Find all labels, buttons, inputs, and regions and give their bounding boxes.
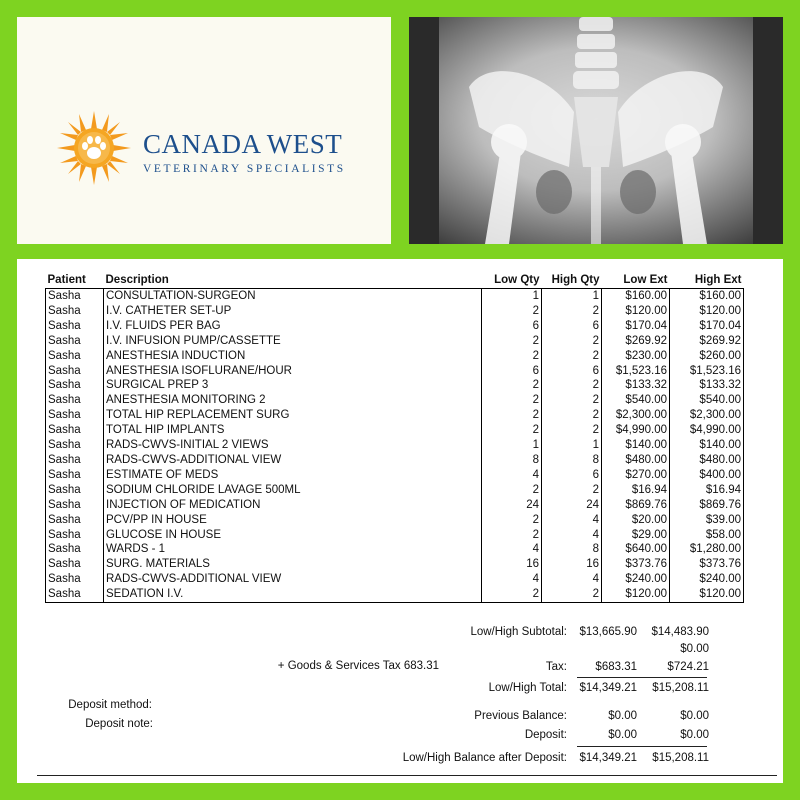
total-high: $15,208.11 xyxy=(652,682,709,694)
cell-high-qty: 8 xyxy=(542,542,602,557)
cell-low-ext: $270.00 xyxy=(602,468,670,483)
cell-patient: Sasha xyxy=(46,393,104,408)
cell-high-qty: 8 xyxy=(542,453,602,468)
table-row xyxy=(46,483,744,498)
cell-low-ext: $133.32 xyxy=(602,378,670,393)
cell-description: I.V. FLUIDS PER BAG xyxy=(104,319,482,334)
table-row xyxy=(46,468,744,483)
subtotal-high: $14,483.90 xyxy=(651,626,709,638)
cell-patient: Sasha xyxy=(46,364,104,379)
cell-low-qty: 2 xyxy=(482,587,542,602)
table-row xyxy=(46,319,744,334)
cell-description: I.V. INFUSION PUMP/CASSETTE xyxy=(104,334,482,349)
cell-high-ext: $540.00 xyxy=(670,393,744,408)
table-row xyxy=(46,289,744,304)
deposit-low: $0.00 xyxy=(608,729,637,741)
cell-high-qty: 6 xyxy=(542,364,602,379)
cell-low-qty: 6 xyxy=(482,319,542,334)
deposit-note-label: Deposit note: xyxy=(85,718,153,730)
cell-high-qty: 6 xyxy=(542,319,602,334)
cell-low-qty: 2 xyxy=(482,349,542,364)
cell-high-ext: $120.00 xyxy=(670,587,744,602)
cell-low-qty: 2 xyxy=(482,513,542,528)
cell-description: ANESTHESIA ISOFLURANE/HOUR xyxy=(104,364,482,379)
xray-image xyxy=(409,17,783,244)
table-row xyxy=(46,572,744,587)
table-row xyxy=(46,542,744,557)
deposit-high: $0.00 xyxy=(680,729,709,741)
extra-high: $0.00 xyxy=(680,643,709,655)
tax-label: Tax: xyxy=(545,661,567,673)
cell-low-qty: 2 xyxy=(482,393,542,408)
cell-low-ext: $230.00 xyxy=(602,349,670,364)
cell-description: INJECTION OF MEDICATION xyxy=(104,498,482,513)
cell-patient: Sasha xyxy=(46,572,104,587)
cell-low-ext: $373.76 xyxy=(602,557,670,572)
balance-rule xyxy=(577,746,707,747)
cell-high-ext: $1,280.00 xyxy=(670,542,744,557)
cell-low-ext: $269.92 xyxy=(602,334,670,349)
cell-patient: Sasha xyxy=(46,483,104,498)
cell-low-qty: 1 xyxy=(482,438,542,453)
cell-patient: Sasha xyxy=(46,513,104,528)
cell-description: ANESTHESIA MONITORING 2 xyxy=(104,393,482,408)
table-row xyxy=(46,408,744,423)
cell-high-ext: $480.00 xyxy=(670,453,744,468)
cell-high-ext: $2,300.00 xyxy=(670,408,744,423)
cell-description: SURG. MATERIALS xyxy=(104,557,482,572)
cell-patient: Sasha xyxy=(46,453,104,468)
cell-patient: Sasha xyxy=(46,334,104,349)
cell-high-qty: 1 xyxy=(542,438,602,453)
cell-low-ext: $16.94 xyxy=(602,483,670,498)
balance-after-deposit-high: $15,208.11 xyxy=(652,752,709,764)
table-row xyxy=(46,393,744,408)
cell-low-qty: 2 xyxy=(482,423,542,438)
table-row xyxy=(46,587,744,602)
cell-low-qty: 4 xyxy=(482,542,542,557)
cell-low-qty: 2 xyxy=(482,408,542,423)
footer-rule xyxy=(37,775,777,776)
col-header-description: Description xyxy=(104,272,482,289)
cell-high-qty: 1 xyxy=(542,289,602,304)
cell-patient: Sasha xyxy=(46,304,104,319)
cell-high-qty: 2 xyxy=(542,334,602,349)
cell-high-qty: 2 xyxy=(542,349,602,364)
cell-description: I.V. CATHETER SET-UP xyxy=(104,304,482,319)
cell-low-ext: $120.00 xyxy=(602,304,670,319)
col-header-high-qty: High Qty xyxy=(542,272,602,289)
cell-low-ext: $20.00 xyxy=(602,513,670,528)
table-row xyxy=(46,438,744,453)
cell-low-ext: $2,300.00 xyxy=(602,408,670,423)
cell-patient: Sasha xyxy=(46,319,104,334)
cell-high-qty: 6 xyxy=(542,468,602,483)
logo-text xyxy=(143,129,383,175)
cell-description: ESTIMATE OF MEDS xyxy=(104,468,482,483)
cell-high-ext: $269.92 xyxy=(670,334,744,349)
cell-patient: Sasha xyxy=(46,289,104,304)
cell-high-ext: $240.00 xyxy=(670,572,744,587)
cell-low-ext: $480.00 xyxy=(602,453,670,468)
paw-sun-icon xyxy=(55,109,133,187)
cell-high-qty: 2 xyxy=(542,587,602,602)
cell-low-ext: $120.00 xyxy=(602,587,670,602)
cell-low-qty: 2 xyxy=(482,483,542,498)
table-row xyxy=(46,498,744,513)
cell-high-ext: $160.00 xyxy=(670,289,744,304)
balance-after-deposit-low: $14,349.21 xyxy=(579,752,637,764)
cell-high-qty: 24 xyxy=(542,498,602,513)
cell-description: SEDATION I.V. xyxy=(104,587,482,602)
col-header-low-ext: Low Ext xyxy=(602,272,670,289)
total-low: $14,349.21 xyxy=(579,682,637,694)
cell-patient: Sasha xyxy=(46,378,104,393)
deposit-label: Deposit: xyxy=(524,729,567,741)
cell-high-ext: $140.00 xyxy=(670,438,744,453)
cell-low-ext: $1,523.16 xyxy=(602,364,670,379)
cell-high-qty: 2 xyxy=(542,393,602,408)
cell-low-ext: $4,990.00 xyxy=(602,423,670,438)
cell-description: SURGICAL PREP 3 xyxy=(104,378,482,393)
cell-high-qty: 4 xyxy=(542,572,602,587)
col-header-low-qty: Low Qty xyxy=(482,272,542,289)
pelvis-xray-image xyxy=(409,17,783,244)
cell-low-ext: $29.00 xyxy=(602,528,670,543)
cell-low-ext: $170.04 xyxy=(602,319,670,334)
table-row xyxy=(46,334,744,349)
cell-high-qty: 4 xyxy=(542,528,602,543)
cell-high-ext: $4,990.00 xyxy=(670,423,744,438)
cell-high-qty: 2 xyxy=(542,408,602,423)
cell-high-qty: 4 xyxy=(542,513,602,528)
tax-low: $683.31 xyxy=(595,661,637,673)
cell-low-qty: 8 xyxy=(482,453,542,468)
cell-low-ext: $160.00 xyxy=(602,289,670,304)
cell-low-qty: 2 xyxy=(482,378,542,393)
cell-patient: Sasha xyxy=(46,528,104,543)
cell-patient: Sasha xyxy=(46,349,104,364)
table-row xyxy=(46,557,744,572)
cell-patient: Sasha xyxy=(46,587,104,602)
cell-low-ext: $140.00 xyxy=(602,438,670,453)
subtotal-low: $13,665.90 xyxy=(579,626,637,638)
cell-patient: Sasha xyxy=(46,438,104,453)
table-row xyxy=(46,513,744,528)
invoice xyxy=(17,259,783,783)
cell-low-qty: 2 xyxy=(482,528,542,543)
previous-balance-label: Previous Balance: xyxy=(474,710,567,722)
cell-low-qty: 4 xyxy=(482,468,542,483)
table-row xyxy=(46,304,744,319)
cell-description: RADS-CWVS-ADDITIONAL VIEW xyxy=(104,453,482,468)
table-row xyxy=(46,423,744,438)
table-header-row xyxy=(46,272,744,289)
cell-low-ext: $240.00 xyxy=(602,572,670,587)
cell-high-ext: $39.00 xyxy=(670,513,744,528)
cell-high-ext: $170.04 xyxy=(670,319,744,334)
cell-description: CONSULTATION-SURGEON xyxy=(104,289,482,304)
cell-high-ext: $400.00 xyxy=(670,468,744,483)
cell-description: RADS-CWVS-ADDITIONAL VIEW xyxy=(104,572,482,587)
cell-description: WARDS - 1 xyxy=(104,542,482,557)
table-row xyxy=(46,453,744,468)
cell-description: TOTAL HIP REPLACEMENT SURG xyxy=(104,408,482,423)
col-header-high-ext: High Ext xyxy=(670,272,744,289)
cell-description: SODIUM CHLORIDE LAVAGE 500ML xyxy=(104,483,482,498)
cell-description: TOTAL HIP IMPLANTS xyxy=(104,423,482,438)
cell-description: PCV/PP IN HOUSE xyxy=(104,513,482,528)
cell-high-ext: $120.00 xyxy=(670,304,744,319)
cell-low-qty: 2 xyxy=(482,334,542,349)
cell-high-ext: $260.00 xyxy=(670,349,744,364)
cell-high-ext: $869.76 xyxy=(670,498,744,513)
previous-balance-low: $0.00 xyxy=(608,710,637,722)
previous-balance-high: $0.00 xyxy=(680,710,709,722)
cell-high-qty: 2 xyxy=(542,483,602,498)
cell-high-ext: $16.94 xyxy=(670,483,744,498)
cell-low-qty: 6 xyxy=(482,364,542,379)
brand-name: CANADA WEST xyxy=(143,129,343,159)
table-row xyxy=(46,349,744,364)
cell-low-qty: 1 xyxy=(482,289,542,304)
cell-high-ext: $373.76 xyxy=(670,557,744,572)
cell-high-qty: 2 xyxy=(542,304,602,319)
table-row xyxy=(46,528,744,543)
cell-description: RADS-CWVS-INITIAL 2 VIEWS xyxy=(104,438,482,453)
total-label: Low/High Total: xyxy=(488,682,567,694)
cell-low-ext: $540.00 xyxy=(602,393,670,408)
cell-patient: Sasha xyxy=(46,408,104,423)
brand-tagline: VETERINARY SPECIALISTS xyxy=(143,163,346,175)
table-row xyxy=(46,378,744,393)
cell-low-ext: $869.76 xyxy=(602,498,670,513)
subtotal-label: Low/High Subtotal: xyxy=(470,626,567,638)
cell-low-qty: 4 xyxy=(482,572,542,587)
cell-high-qty: 16 xyxy=(542,557,602,572)
cell-patient: Sasha xyxy=(46,423,104,438)
balance-after-deposit-label: Low/High Balance after Deposit: xyxy=(402,752,567,764)
cell-low-qty: 2 xyxy=(482,304,542,319)
cell-low-ext: $640.00 xyxy=(602,542,670,557)
logo-panel xyxy=(17,17,391,244)
total-rule xyxy=(577,677,707,678)
cell-high-qty: 2 xyxy=(542,423,602,438)
cell-high-qty: 2 xyxy=(542,378,602,393)
gst-note: + Goods & Services Tax 683.31 xyxy=(277,660,439,672)
cell-low-qty: 24 xyxy=(482,498,542,513)
cell-low-qty: 16 xyxy=(482,557,542,572)
cell-patient: Sasha xyxy=(46,468,104,483)
cell-patient: Sasha xyxy=(46,498,104,513)
tax-high: $724.21 xyxy=(667,661,709,673)
invoice-table xyxy=(45,272,744,603)
table-row xyxy=(46,364,744,379)
cell-patient: Sasha xyxy=(46,542,104,557)
col-header-patient: Patient xyxy=(46,272,104,289)
cell-description: ANESTHESIA INDUCTION xyxy=(104,349,482,364)
cell-patient: Sasha xyxy=(46,557,104,572)
cell-high-ext: $133.32 xyxy=(670,378,744,393)
cell-high-ext: $58.00 xyxy=(670,528,744,543)
cell-high-ext: $1,523.16 xyxy=(670,364,744,379)
cell-description: GLUCOSE IN HOUSE xyxy=(104,528,482,543)
deposit-method-label: Deposit method: xyxy=(68,699,152,711)
